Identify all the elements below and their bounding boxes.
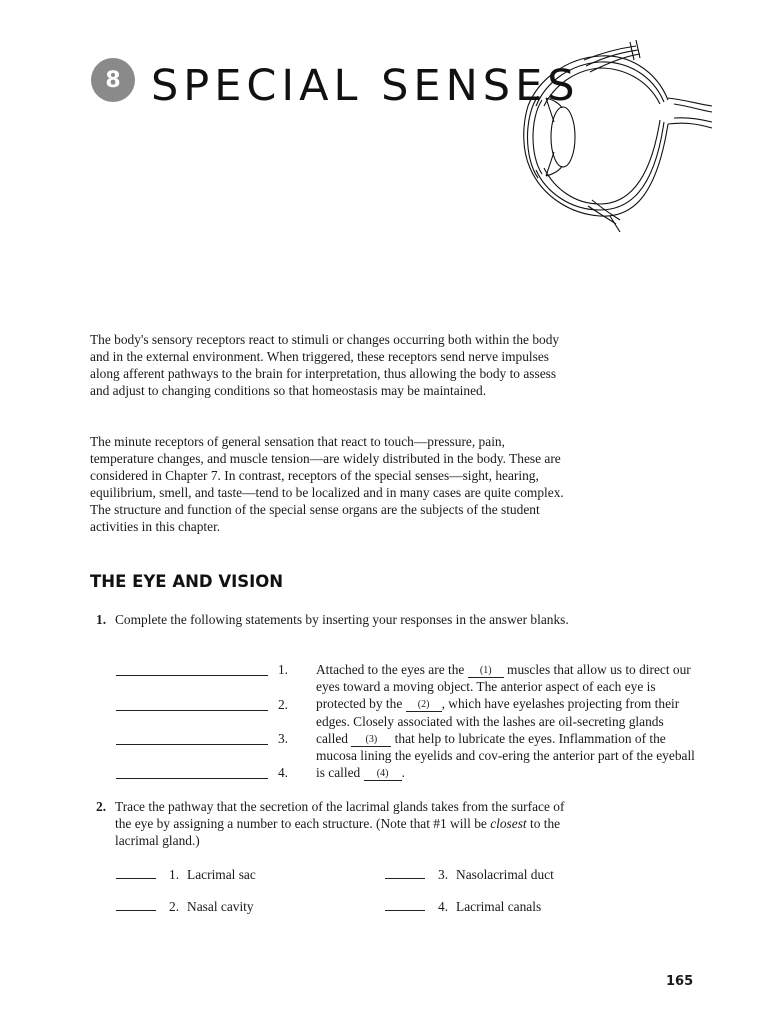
order-item-label: Lacrimal canals bbox=[456, 899, 542, 914]
order-item-number: 2. bbox=[169, 899, 180, 914]
answer-blank-3[interactable] bbox=[116, 744, 268, 745]
order-blank-1[interactable] bbox=[116, 866, 156, 879]
answer-blank-3-label: 3. bbox=[277, 731, 288, 746]
answer-blank-1[interactable] bbox=[116, 675, 268, 676]
question-1-passage bbox=[316, 661, 696, 781]
order-item-label: Nasal cavity bbox=[187, 899, 254, 914]
order-blank-2[interactable] bbox=[116, 898, 156, 911]
passage-text-4: that help to lubricate the eyes. Inflammation of the mucosa lining the eyelids and cov-ering the anterior part of the eyeball is called bbox=[316, 730, 695, 781]
order-item-label: Lacrimal sac bbox=[187, 867, 256, 882]
answer-blank-2-label: 2. bbox=[277, 697, 288, 712]
answer-blank-4-label: 4. bbox=[277, 765, 288, 780]
page-number: 165 bbox=[666, 974, 694, 989]
order-item-3 bbox=[385, 866, 554, 883]
order-item-number: 4. bbox=[438, 899, 449, 914]
question-2-prompt-end: to the lacrimal gland.) bbox=[115, 816, 561, 848]
question-1-prompt: Complete the following statements by inserting your responses in the answer blanks. bbox=[115, 612, 569, 627]
passage-text-2: muscles that allow us to direct our eyes toward a moving object. The anterior aspect of each eye is protected by the bbox=[316, 662, 691, 712]
question-2-prompt-emphasis: closest bbox=[490, 816, 527, 831]
blank-ref-2: (2) bbox=[406, 699, 442, 712]
blank-ref-1: (1) bbox=[468, 665, 504, 678]
answer-blank-2[interactable] bbox=[116, 710, 268, 711]
passage-text-1: Attached to the eyes are the bbox=[316, 662, 468, 677]
blank-ref-4: (4) bbox=[364, 768, 402, 781]
order-item-2 bbox=[116, 898, 254, 915]
question-2-prompt bbox=[115, 798, 570, 849]
passage-text-3: , which have eyelashes projecting from their edges. Closely associated with the lashes are oil-secreting glands called bbox=[316, 696, 680, 746]
intro-paragraph-1: The body's sensory receptors react to stimuli or changes occurring both within the body and in the external environment. When triggered, these receptors send nerve impulses along afferent pathways to the brain for interpretation, thus allowing the body to assess and adjust to changing conditions so that homeostasis may be maintained. bbox=[90, 332, 560, 398]
order-item-number: 1. bbox=[169, 867, 180, 882]
chapter-title: SPECIAL SENSES bbox=[151, 61, 580, 111]
question-2-prompt-start: Trace the pathway that the secretion of the lacrimal glands takes from the surface of the eye by assigning a number to each structure. (Note that #1 will be bbox=[115, 799, 565, 831]
passage-text-5: . bbox=[401, 765, 405, 781]
order-item-label: Nasolacrimal duct bbox=[456, 867, 554, 882]
blank-ref-3: (3) bbox=[351, 734, 391, 747]
answer-blank-1-label: 1. bbox=[277, 662, 288, 677]
order-item-number: 3. bbox=[438, 867, 449, 882]
question-2-number: 2. bbox=[96, 799, 107, 814]
order-item-1 bbox=[116, 866, 256, 883]
question-1-number: 1. bbox=[96, 612, 107, 627]
chapter-number-badge: 8 bbox=[91, 58, 135, 102]
answer-blank-4[interactable] bbox=[116, 778, 268, 779]
section-heading: THE EYE AND VISION bbox=[90, 572, 284, 591]
eye-illustration bbox=[518, 34, 714, 232]
order-blank-3[interactable] bbox=[385, 866, 425, 879]
order-item-4 bbox=[385, 898, 541, 915]
intro-paragraph-2: The minute receptors of general sensation that react to touch—pressure, pain, temperature changes, and muscle tension—are widely distributed in the body. These are considered in Chapter 7. In contrast, receptors of the special senses—sight, hearing, equilibrium, smell, and taste—tend to be localized and in many cases are quite complex. The structure and function of the special sense organs are the subjects of the student activities in this chapter. bbox=[90, 434, 564, 534]
order-blank-4[interactable] bbox=[385, 898, 425, 911]
